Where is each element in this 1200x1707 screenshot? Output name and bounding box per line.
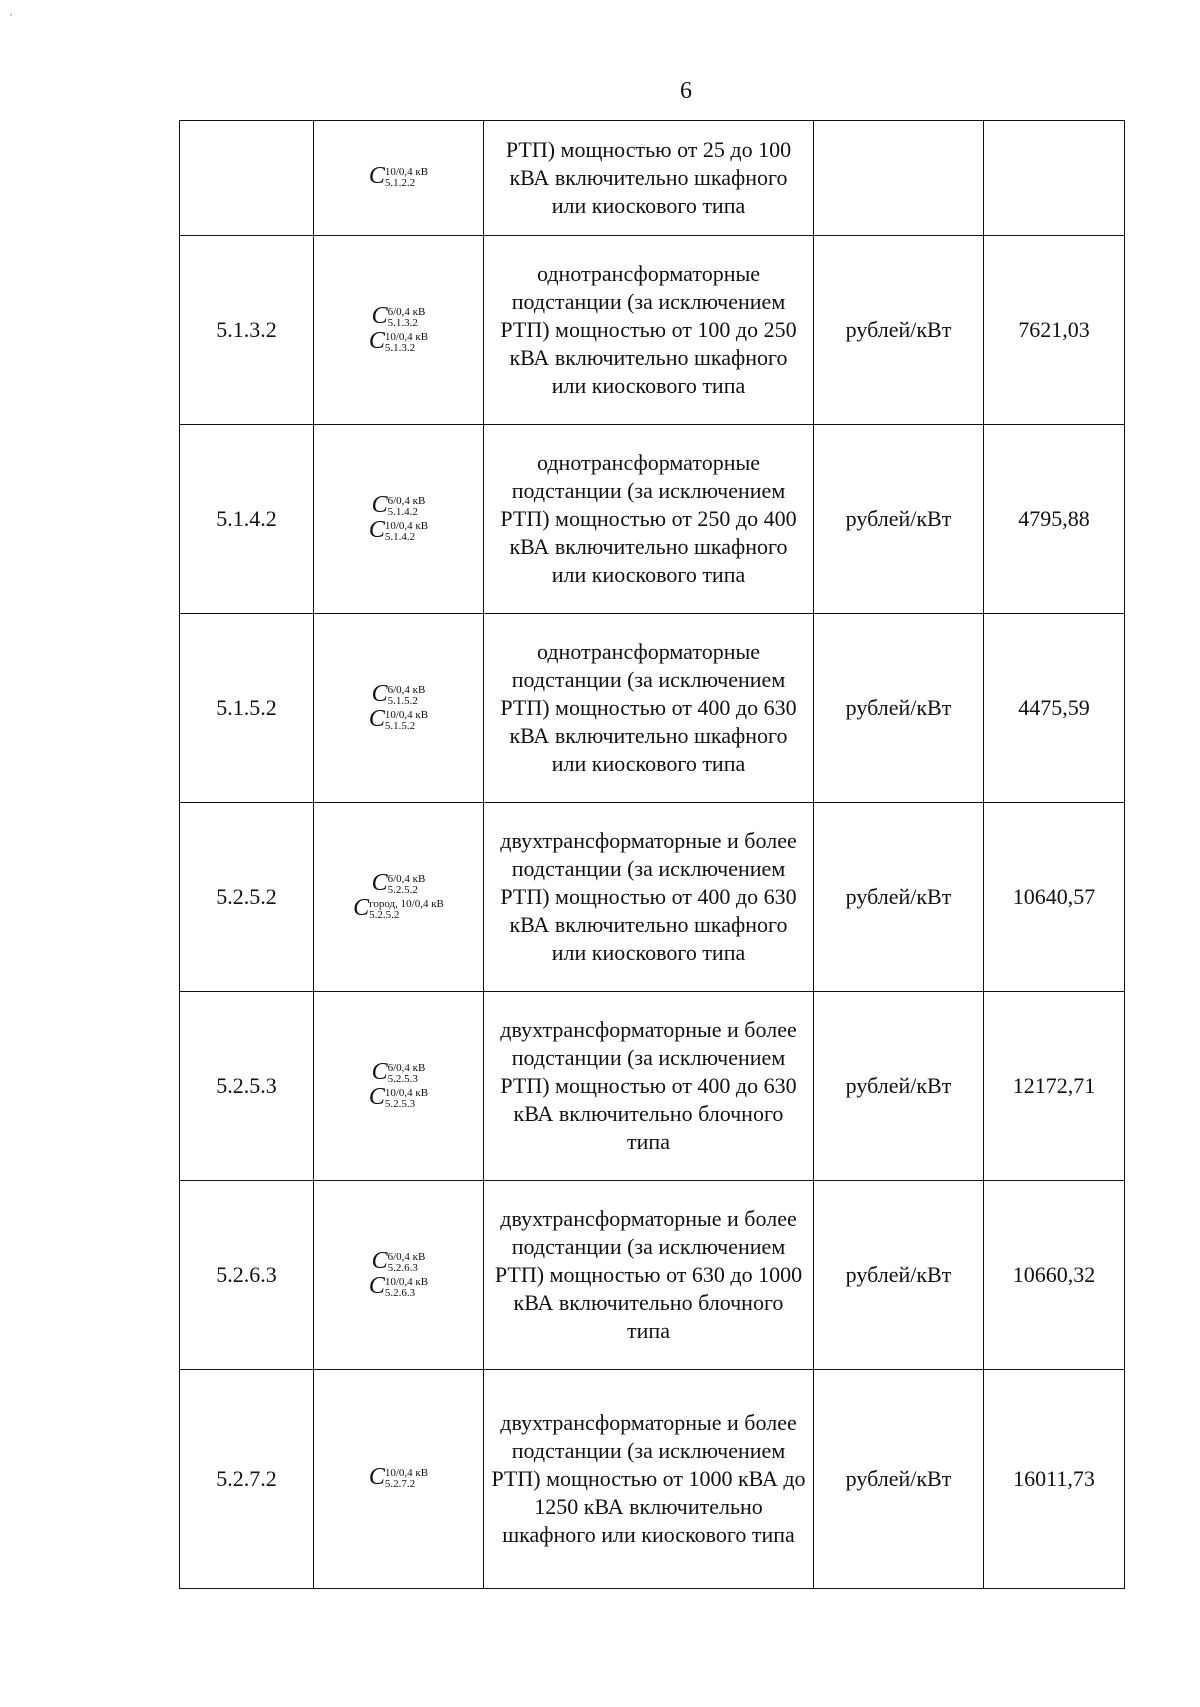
coefficient-symbol: C — [371, 680, 388, 707]
row-value: 4475,59 — [984, 614, 1125, 803]
row-code: 5.2.5.2 — [180, 803, 314, 992]
page-number: 6 — [680, 78, 692, 104]
coefficient-index: 5.1.4.2 — [384, 530, 416, 543]
row-coefficients — [314, 1181, 484, 1370]
table-row — [180, 121, 1125, 236]
row-coefficients — [314, 803, 484, 992]
rate-coefficient — [320, 516, 477, 543]
row-description: двухтрансформаторные и более подстанции (за исключением РТП) мощностью от 400 до 630 кВА включительно шкафного или киоскового типа — [484, 803, 814, 992]
coefficient-symbol: C — [368, 1272, 385, 1299]
rate-coefficient — [320, 1083, 477, 1110]
coefficient-voltage: 10/0,4 кВ — [384, 1275, 429, 1288]
coefficient-voltage: 6/0,4 кВ — [387, 1061, 426, 1074]
row-description: двухтрансформаторные и более подстанции (за исключением РТП) мощностью от 630 до 1000 кВА включительно блочного типа — [484, 1181, 814, 1370]
row-unit: рублей/кВт — [814, 992, 984, 1181]
table-row — [180, 803, 1125, 992]
rate-coefficient — [320, 894, 477, 921]
row-unit: рублей/кВт — [814, 803, 984, 992]
row-value: 4795,88 — [984, 425, 1125, 614]
rate-coefficient — [320, 1058, 477, 1085]
coefficient-index: 5.1.3.2 — [384, 341, 416, 354]
row-unit: рублей/кВт — [814, 1181, 984, 1370]
row-description: РТП) мощностью от 25 до 100 кВА включительно шкафного или киоскового типа — [484, 121, 814, 236]
coefficient-symbol: C — [371, 1247, 388, 1274]
rate-coefficient — [320, 680, 477, 707]
coefficient-voltage: 10/0,4 кВ — [384, 166, 429, 178]
coefficient-voltage: 10/0,4 кВ — [384, 330, 429, 343]
coefficient-index: 5.1.3.2 — [387, 316, 418, 329]
row-value: 10640,57 — [984, 803, 1125, 992]
row-code: 5.2.6.3 — [180, 1181, 314, 1370]
row-coefficients — [314, 614, 484, 803]
row-value: 16011,73 — [984, 1370, 1125, 1589]
coefficient-index: 5.2.5.3 — [384, 1097, 416, 1110]
coefficient-index: 5.1.5.2 — [387, 694, 418, 707]
table-row — [180, 425, 1125, 614]
rate-coefficient — [320, 869, 477, 896]
row-unit: рублей/кВт — [814, 236, 984, 425]
coefficient-symbol: C — [368, 1464, 385, 1491]
row-value: 12172,71 — [984, 992, 1125, 1181]
rate-coefficient — [320, 327, 477, 354]
coefficient-index: 5.2.5.3 — [387, 1072, 418, 1085]
coefficient-voltage: 10/0,4 кВ — [384, 1467, 429, 1479]
coefficient-symbol: C — [371, 869, 388, 896]
coefficient-index: 5.1.5.2 — [384, 719, 416, 732]
rate-coefficient — [320, 1247, 477, 1274]
coefficient-symbol: C — [368, 1083, 385, 1110]
row-coefficients — [314, 992, 484, 1181]
coefficient-voltage: 10/0,4 кВ — [384, 519, 429, 532]
row-description: однотрансформаторные подстанции (за исключением РТП) мощностью от 250 до 400 кВА включительно шкафного или киоскового типа — [484, 425, 814, 614]
coefficient-voltage: 6/0,4 кВ — [387, 872, 426, 885]
coefficient-voltage: 6/0,4 кВ — [387, 683, 426, 696]
scan-artifact: ' — [10, 10, 13, 24]
row-coefficients — [314, 425, 484, 614]
coefficient-index: 5.2.6.3 — [384, 1286, 416, 1299]
coefficient-voltage: 10/0,4 кВ — [384, 1086, 429, 1099]
table-row — [180, 1370, 1125, 1589]
row-code: 5.2.7.2 — [180, 1370, 314, 1589]
coefficient-symbol: C — [371, 491, 388, 518]
table-row — [180, 614, 1125, 803]
row-code — [180, 121, 314, 236]
table-row — [180, 992, 1125, 1181]
coefficient-voltage: 6/0,4 кВ — [387, 305, 426, 318]
row-unit: рублей/кВт — [814, 614, 984, 803]
coefficient-symbol: C — [368, 705, 385, 732]
coefficient-symbol: C — [371, 1058, 388, 1085]
coefficient-index: 5.2.6.3 — [387, 1261, 418, 1274]
row-value: 7621,03 — [984, 236, 1125, 425]
row-value — [984, 121, 1125, 236]
coefficient-index: 5.2.7.2 — [384, 1478, 416, 1490]
coefficient-voltage: 6/0,4 кВ — [387, 494, 426, 507]
row-code: 5.1.4.2 — [180, 425, 314, 614]
row-description: однотрансформаторные подстанции (за исключением РТП) мощностью от 400 до 630 кВА включительно шкафного или киоскового типа — [484, 614, 814, 803]
rate-coefficient — [320, 1464, 477, 1491]
row-unit: рублей/кВт — [814, 425, 984, 614]
table-row — [180, 236, 1125, 425]
row-value: 10660,32 — [984, 1181, 1125, 1370]
row-code: 5.1.3.2 — [180, 236, 314, 425]
row-coefficients — [314, 121, 484, 236]
coefficient-symbol: C — [368, 327, 385, 354]
row-code: 5.1.5.2 — [180, 614, 314, 803]
coefficient-symbol: C — [371, 302, 388, 329]
row-description: двухтрансформаторные и более подстанции (за исключением РТП) мощностью от 1000 кВА до 1250 кВА включительно шкафного или киоскового типа — [484, 1370, 814, 1589]
coefficient-index: 5.1.2.2 — [384, 177, 416, 189]
coefficient-index: 5.1.4.2 — [387, 505, 418, 518]
coefficient-symbol: C — [368, 516, 385, 543]
row-description: двухтрансформаторные и более подстанции (за исключением РТП) мощностью от 400 до 630 кВА включительно блочного типа — [484, 992, 814, 1181]
row-coefficients — [314, 236, 484, 425]
coefficient-symbol: C — [368, 163, 385, 190]
coefficient-index: 5.2.5.2 — [369, 908, 400, 921]
rate-coefficient — [320, 163, 477, 190]
row-description: однотрансформаторные подстанции (за исключением РТП) мощностью от 100 до 250 кВА включительно шкафного или киоскового типа — [484, 236, 814, 425]
row-code: 5.2.5.3 — [180, 992, 314, 1181]
coefficient-voltage: город, 10/0,4 кВ — [369, 897, 444, 910]
rate-coefficient — [320, 1272, 477, 1299]
row-unit: рублей/кВт — [814, 1370, 984, 1589]
rate-coefficient — [320, 491, 477, 518]
coefficient-voltage: 6/0,4 кВ — [387, 1250, 426, 1263]
row-unit — [814, 121, 984, 236]
rate-coefficient — [320, 302, 477, 329]
row-coefficients — [314, 1370, 484, 1589]
rates-table — [179, 120, 1125, 1589]
table-row — [180, 1181, 1125, 1370]
coefficient-index: 5.2.5.2 — [387, 883, 418, 896]
rate-coefficient — [320, 705, 477, 732]
coefficient-symbol: C — [353, 894, 370, 921]
coefficient-voltage: 10/0,4 кВ — [384, 708, 429, 721]
